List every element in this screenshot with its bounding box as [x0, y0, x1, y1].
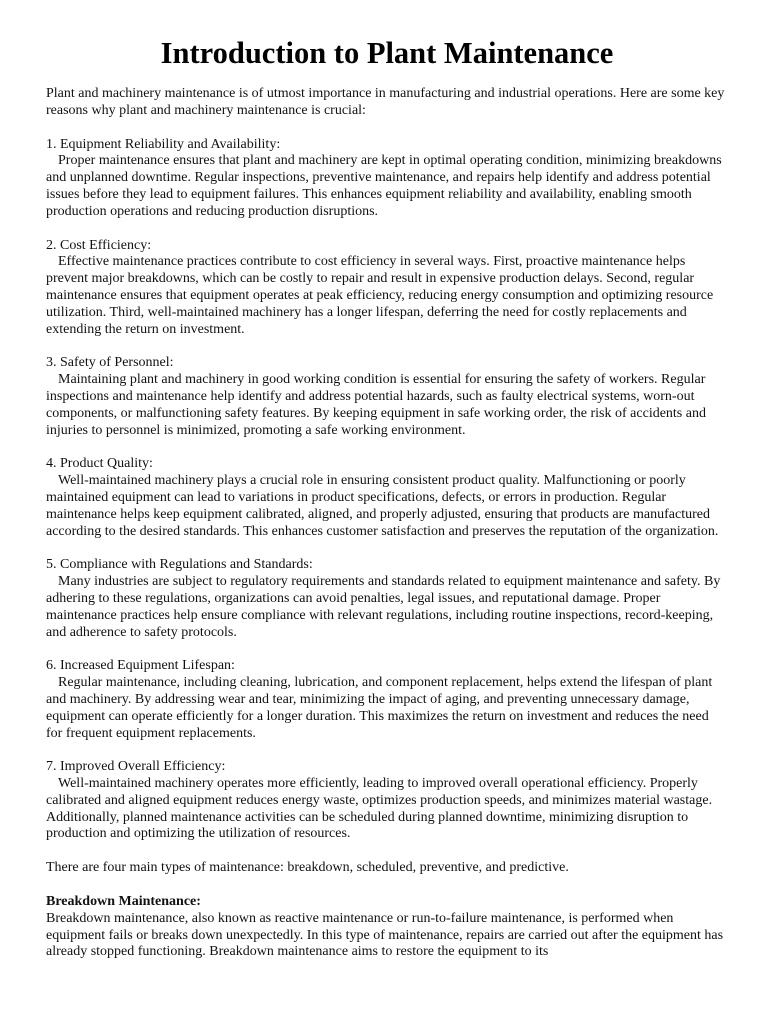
- section-body: Effective maintenance practices contribute to cost efficiency in several ways. First, proactive maintenance helps prevent major breakdowns, which can be costly to repair and result in expensive production delays. Second, regular maintenance ensures that equipment operates at peak efficiency, reducing energy consumption and optimizing resource utilization. Third, well-maintained machinery has a longer lifespan, deferring the need for costly replacements and extending the return on investment.: [46, 254, 714, 337]
- section-heading: 7. Improved Overall Efficiency:: [46, 759, 226, 775]
- breakdown-body: Breakdown maintenance, also known as reactive maintenance or run-to-failure maintenance, is performed when equipment fails or breaks down unexpectedly. In this type of maintenance, repairs are carried out after the equipment has already stopped functioning. Breakdown maintenance aims to restore the equipment to its: [46, 910, 724, 960]
- page-title: Introduction to Plant Maintenance: [160, 36, 614, 70]
- section-safety-of-personnel: [46, 355, 728, 439]
- breakdown-heading: Breakdown Maintenance:: [46, 894, 201, 910]
- intro-paragraph: Plant and machinery maintenance is of utmost importance in manufacturing and industrial operations. Here are some key reasons why plant and machinery maintenance is crucial:: [46, 86, 725, 118]
- section-heading: 1. Equipment Reliability and Availability:: [46, 136, 281, 152]
- section-heading: 3. Safety of Personnel:: [46, 355, 174, 371]
- section-body: Regular maintenance, including cleaning, lubrication, and component replacement, helps extend the lifespan of plant and machinery. By addressing wear and tear, minimizing the impact of aging, and preventing unnecessary damage, equipment can operate efficiently for a longer duration. This maximizes the return on investment and reduces the need for frequent equipment replacements.: [46, 675, 713, 741]
- section-heading: 2. Cost Efficiency:: [46, 237, 152, 253]
- section-body: Well-maintained machinery plays a crucial role in ensuring consistent product quality. Malfunctioning or poorly maintained equipment can lead to variations in product specifications, defects, or errors in production. Regular maintenance helps keep equipment calibrated, aligned, and properly adjusted, ensuring that products are manufactured according to the desired standards. This enhances customer satisfaction and preserves the reputation of the organization.: [46, 473, 719, 539]
- section-body: Proper maintenance ensures that plant and machinery are kept in optimal operating condition, minimizing breakdowns and unplanned downtime. Regular inspections, preventive maintenance, and repairs help identify and address potential issues before they lead to equipment failures. This enhances equipment reliability and availability, enabling smooth production operations and reducing production disruptions.: [46, 153, 722, 219]
- section-body: Many industries are subject to regulatory requirements and standards related to equipment maintenance and safety. By adhering to these regulations, organizations can avoid penalties, legal issues, and reputational damage. Proper maintenance practices help ensure compliance with relevant regulations, including routine inspections, record-keeping, and adherence to safety protocols.: [46, 574, 721, 640]
- section-breakdown-maintenance: [46, 894, 728, 961]
- section-body: Well-maintained machinery operates more efficiently, leading to improved overall operational efficiency. Properly calibrated and aligned equipment reduces energy waste, optimizes production speeds, and minimizes material wastage. Additionally, planned maintenance activities can be scheduled during planned downtime, minimizing disruption to production and optimizing the utilization of resources.: [46, 776, 713, 842]
- section-heading: 5. Compliance with Regulations and Standards:: [46, 557, 313, 573]
- section-overall-efficiency: [46, 759, 728, 843]
- section-equipment-reliability: [46, 137, 728, 221]
- section-compliance: [46, 557, 728, 641]
- section-heading: 6. Increased Equipment Lifespan:: [46, 658, 235, 674]
- section-product-quality: [46, 456, 728, 540]
- maintenance-types-sentence: There are four main types of maintenance: breakdown, scheduled, preventive, and predictive.: [46, 860, 569, 876]
- section-body: Maintaining plant and machinery in good working condition is essential for ensuring the safety of workers. Regular inspections and maintenance help identify and address potential hazards, such as faulty electrical systems, worn-out components, or malfunctioning safety features. By keeping equipment in safe working order, the risk of accidents and injuries to personnel is minimized, promoting a safe working environment.: [46, 372, 706, 438]
- section-equipment-lifespan: [46, 658, 728, 742]
- section-heading: 4. Product Quality:: [46, 456, 153, 472]
- section-cost-efficiency: [46, 238, 728, 339]
